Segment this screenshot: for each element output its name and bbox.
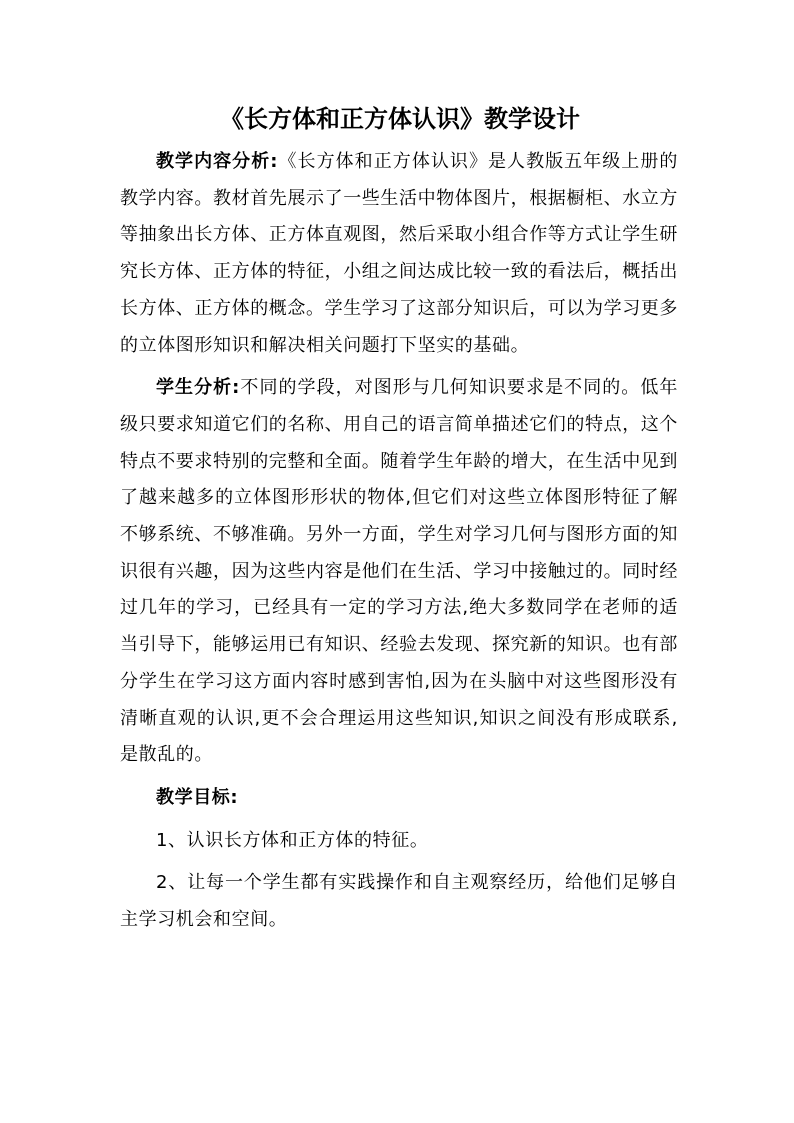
objective-item: 2、让每一个学生都有实践操作和自主观察经历，给他们足够自主学习机会和空间。 (120, 872, 678, 931)
objectives-heading: 教学目标: (156, 786, 239, 808)
content-analysis-paragraph (120, 144, 678, 364)
content-analysis-heading: 教学内容分析: (156, 151, 279, 172)
student-analysis-heading: 学生分析: (156, 377, 240, 399)
student-analysis-paragraph (120, 370, 678, 774)
student-analysis-text: 不同的学段，对图形与几何知识要求是不同的。低年级只要求知道它们的名称、用自己的语言简单描述它们的特点，这个特点不要求特别的完整和全面。随着学生年龄的增大，在生活中见到了越来越多的立体图形形状的物体,但它们对这些立体图形特征了解不够系统、不够准确。另外一方面，学生对学习几何与图形方面的知识很有兴趣，因为这些内容是他们在生活、学习中接触过的。同时经过几年的学习，已经具有一定的学习方法,绝大多数同学在老师的适当引导下，能够运用已有知识、经验去发现、探究新的知识。也有部分学生在学习这方面内容时感到害怕,因为在头脑中对这些图形没有清晰直观的认识,更不会合理运用这些知识,知识之间没有形成联系,是散乱的。 (120, 377, 678, 766)
objective-item: 1、认识长方体和正方体的特征。 (156, 829, 429, 851)
document-body (120, 144, 678, 945)
document-title: 《长方体和正方体认识》教学设计 (220, 105, 580, 133)
objectives-heading-paragraph (120, 780, 678, 817)
content-analysis-text: 《长方体和正方体认识》是人教版五年级上册的教学内容。教材首先展示了一些生活中物体图片，根据橱柜、水立方等抽象出长方体、正方体直观图，然后采取小组合作等方式让学生研究长方体、正方体的特征，小组之间达成比较一致的看法后，概括出长方体、正方体的概念。学生学习了这部分知识后，可以为学习更多的立体图形知识和解决相关问题打下坚实的基础。 (120, 151, 678, 356)
